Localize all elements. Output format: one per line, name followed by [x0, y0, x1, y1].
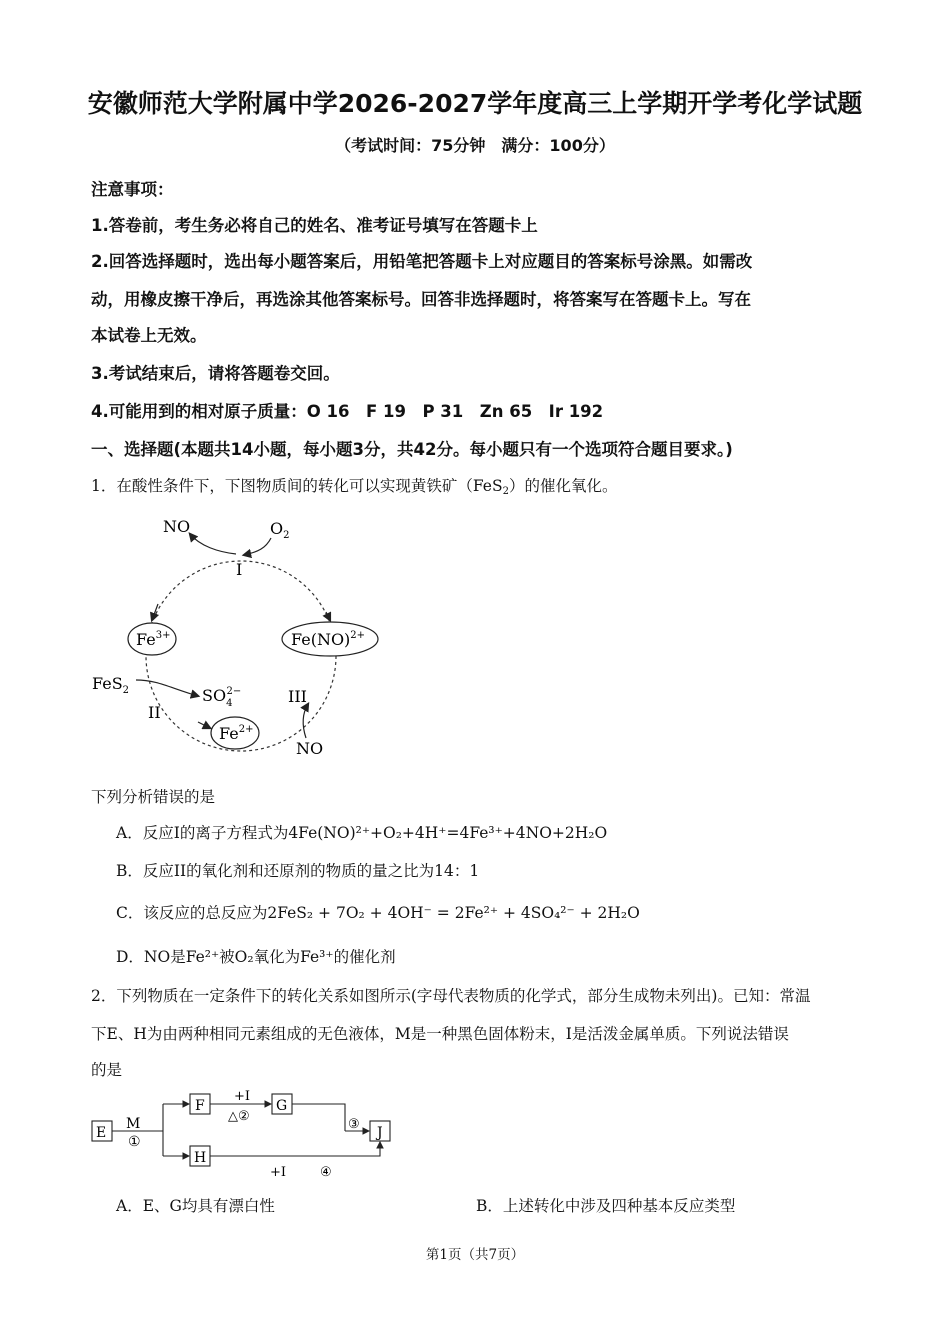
fe3-label: $Fe^{3+}$: [136, 630, 171, 649]
note-item-1: 1.答卷前，考生务必将自己的姓名、准考证号填写在答题卡上: [91, 216, 538, 235]
note-item-2-line-3: 本试卷上无效。: [91, 326, 207, 345]
q1-stem-b: ）的催化氧化。: [508, 477, 618, 495]
q2-option-b: B．上述转化中涉及四种基本反应类型: [476, 1197, 736, 1215]
arrow-from-o2: [244, 538, 271, 555]
arrow-from-no-bottom: [303, 704, 308, 738]
q1-option-a: A．反应I的离子方程式为4Fe(NO)²⁺+O₂+4H⁺=4Fe³⁺+4NO+2H₂O: [116, 824, 608, 842]
note-item-4: 4.可能用到的相对原子质量：O 16 F 19 P 31 Zn 65 Ir 192: [91, 402, 604, 421]
notes-heading: 注意事项：: [91, 180, 174, 199]
fe2-label: $Fe^{2+}$: [219, 724, 254, 743]
exam-title: 安徽师范大学附属中学2026-2027学年度高三上学期开学考化学试题: [87, 89, 863, 118]
label-circle-3: ③: [348, 1117, 360, 1132]
q1-stem-sub: 2: [502, 486, 509, 497]
fe-no-label: Fe(NO)$^{2+}$: [291, 630, 366, 649]
label-G: G: [276, 1098, 288, 1114]
line-G-to-J: [292, 1104, 345, 1131]
label-tri-circle-2: △②: [228, 1109, 250, 1124]
reaction-I-label: I: [236, 560, 243, 579]
q2-stem-line-2: 下E、H为由两种相同元素组成的无色液体，M是一种黑色固体粉末，I是活泼金属单质。下列说法错误: [91, 1025, 789, 1043]
q1-prompt: 下列分析错误的是: [91, 788, 216, 806]
arrow-to-fe2: [198, 722, 210, 728]
so4-label: $SO_42-$: [202, 686, 242, 709]
label-M: M: [126, 1116, 141, 1132]
section-1-heading: 一、选择题(本题共14小题，每小题3分，共42分。每小题只有一个选项符合题目要求。): [91, 440, 733, 459]
label-F: F: [195, 1098, 205, 1114]
note-item-2-line-1: 2.回答选择题时，选出每小题答案后，用铅笔把答题卡上对应题目的答案标号涂黑。如需改: [91, 252, 753, 271]
arrow-fes2-to-so4: [136, 680, 198, 696]
label-circle-4: ④: [320, 1165, 332, 1180]
reaction-II-label: II: [148, 703, 161, 722]
q1-option-b: B．反应II的氧化剂和还原剂的物质的量之比为14：1: [116, 862, 480, 880]
q1-stem-a: 1．在酸性条件下，下图物质间的转化可以实现黄铁矿（FeS: [91, 477, 503, 495]
q2-flow-diagram: [88, 1086, 408, 1182]
q2-stem-line-1: 2．下列物质在一定条件下的转化关系如图所示(字母代表物质的化学式，部分生成物未列出)。已知：常温: [91, 987, 811, 1005]
reaction-III-label: III: [288, 687, 307, 706]
label-J: J: [377, 1125, 383, 1141]
note-item-3: 3.考试结束后，请将答题卷交回。: [91, 364, 340, 383]
exam-subtitle: （考试时间：75分钟 满分：100分）: [335, 136, 615, 155]
arrow-H-to-J: [210, 1142, 380, 1156]
label-plus-I-top: +I: [234, 1089, 251, 1104]
o2-label: $O_2$: [270, 519, 290, 541]
arrow-to-no-top: [190, 534, 236, 554]
q1-option-c: C．该反应的总反应为2FeS₂ + 7O₂ + 4OH⁻ = 2Fe²⁺ + 4SO₄²⁻ + 2H₂O: [116, 904, 640, 922]
page-footer: 第1页（共7页）: [425, 1247, 525, 1263]
q1-option-d: D．NO是Fe²⁺被O₂氧化为Fe³⁺的催化剂: [116, 948, 396, 966]
question-1-stem: [91, 474, 861, 497]
fes2-label: FeS$_2$: [92, 674, 130, 696]
label-plus-I-bottom: +I: [270, 1165, 287, 1180]
label-E: E: [96, 1125, 107, 1141]
no-top-label: NO: [163, 517, 191, 536]
no-bottom-label: NO: [296, 739, 324, 758]
q1-cycle-diagram: [88, 508, 398, 768]
q2-stem-line-3: 的是: [91, 1061, 123, 1079]
q2-option-a: A．E、G均具有漂白性: [116, 1197, 275, 1215]
label-H: H: [194, 1150, 207, 1166]
note-item-2-line-2: 动，用橡皮擦干净后，再选涂其他答案标号。回答非选择题时，将答案写在答题卡上。写在: [91, 290, 751, 309]
label-circle-1: ①: [128, 1134, 141, 1150]
